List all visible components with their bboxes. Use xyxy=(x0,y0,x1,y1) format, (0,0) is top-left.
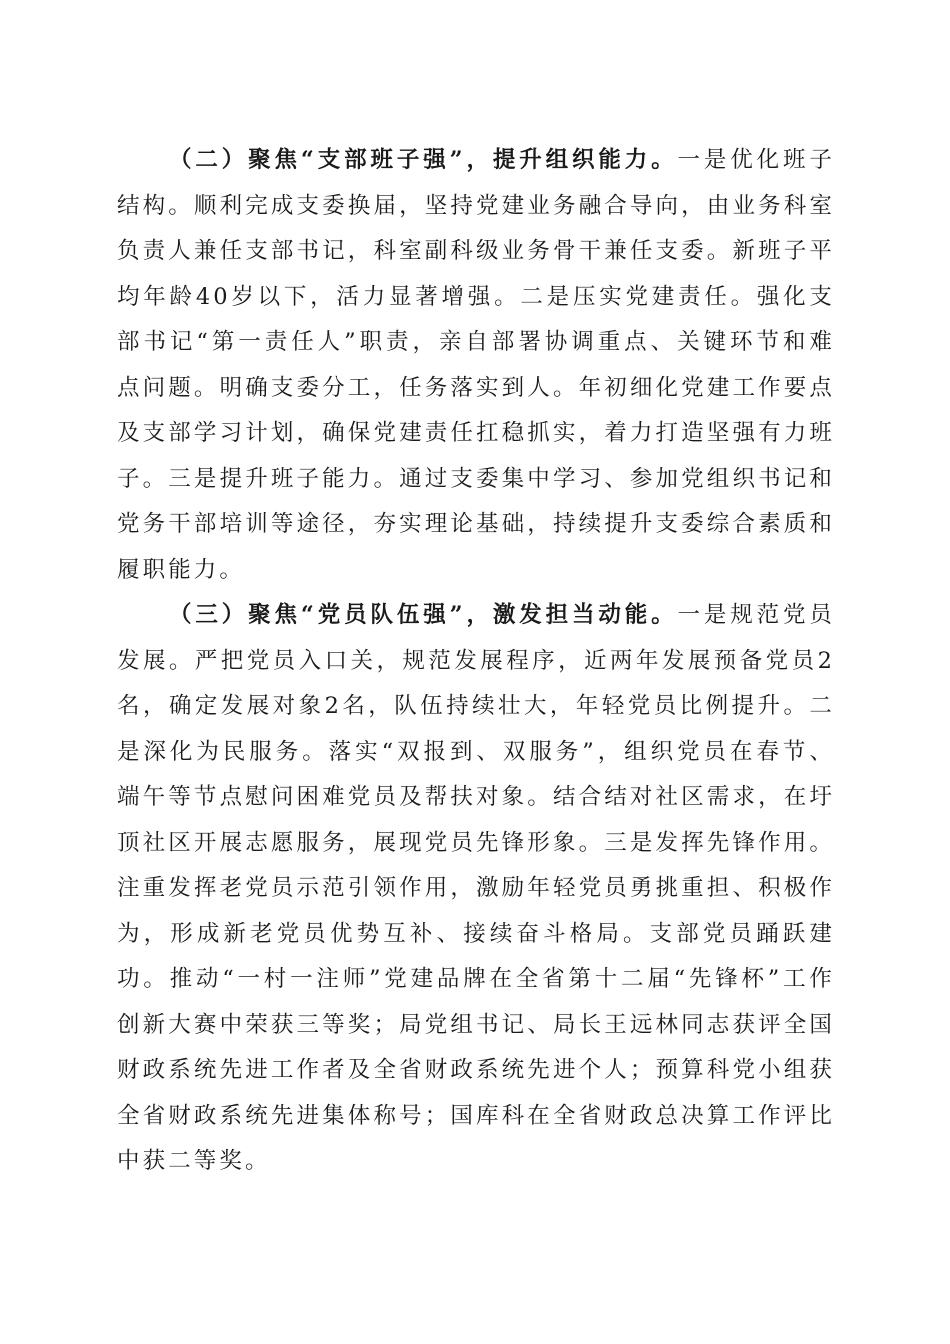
body-text xyxy=(117,138,835,1185)
section-3-body: 一是规范党员发展。严把党员入口关，规范发展程序，近两年发展预备党员2名，确定发展对象2名，队伍持续壮大，年轻党员比例提升。二是深化为民服务。落实“双报到、双服务”，组织党员在春节、端午等节点慰问困难党员及帮扶对象。结合结对社区需求，在圩顶社区开展志愿服务，展现党员先锋形象。三是发挥先锋作用。注重发挥老党员示范引领作用，激励年轻党员勇挑重担、积极作为，形成新老党员优势互补、接续奋斗格局。支部党员踊跃建功。推动“一村一注师”党建品牌在全省第十二届“先锋杯”工作创新大赛中荣获三等奖；局党组书记、局长王远林同志获评全国财政系统先进工作者及全省财政系统先进个人；预算科党小组获全省财政系统先进集体称号；国库科在全省财政总决算工作评比中获二等奖。 xyxy=(117,602,836,1174)
section-2-body: 一是优化班子结构。顺利完成支委换届，坚持党建业务融合导向，由业务科室负责人兼任支部书记，科室副科级业务骨干兼任支委。新班子平均年龄40岁以下，活力显著增强。二是压实党建责任。强化支部书记“第一责任人”职责，亲自部署协调重点、关键环节和难点问题。明确支委分工，任务落实到人。年初细化党建工作要点及支部学习计划，确保党建责任扛稳抓实，着力打造坚强有力班子。三是提升班子能力。通过支委集中学习、参加党组织书记和党务干部培训等途径，夯实理论基础，持续提升支委综合素质和履职能力。 xyxy=(117,147,836,583)
paragraph-section-3 xyxy=(117,593,835,1185)
paragraph-section-2 xyxy=(117,138,835,593)
section-2-heading: （二）聚焦“支部班子强”，提升组织能力。 xyxy=(169,147,678,173)
section-3-heading: （三）聚焦“党员队伍强”，激发担当动能。 xyxy=(169,602,678,628)
